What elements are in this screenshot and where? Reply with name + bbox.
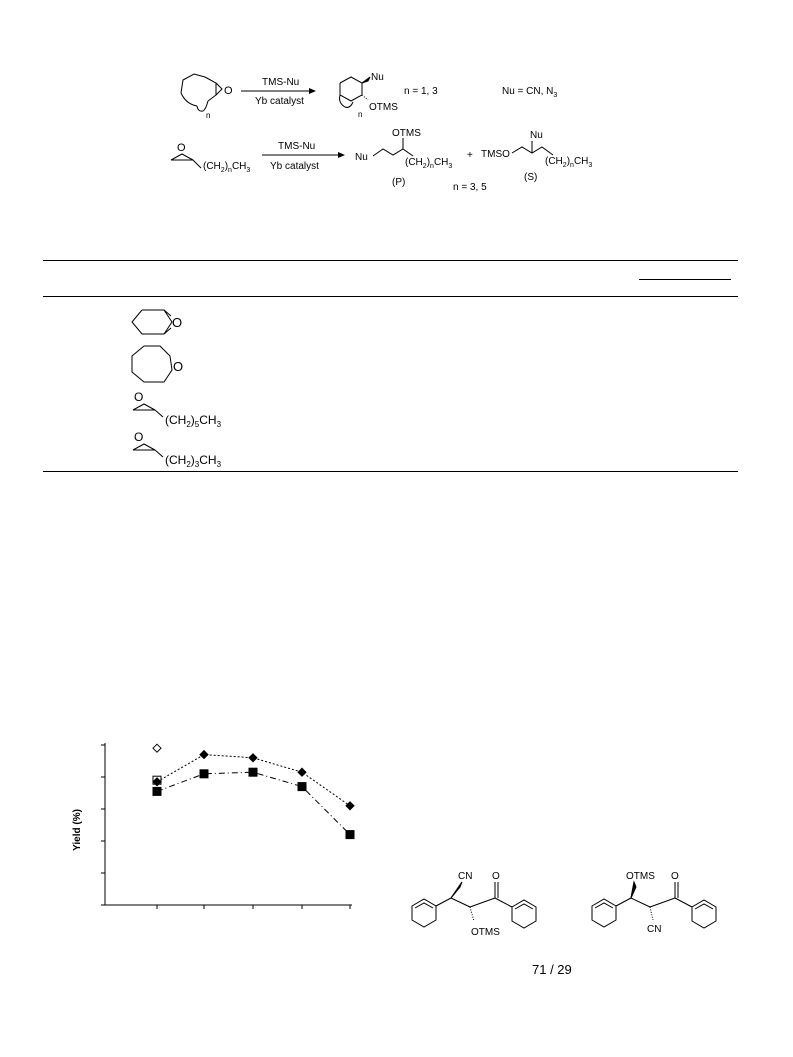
table-row — [132, 310, 182, 334]
table-row — [133, 430, 222, 469]
data-point-filled-square — [200, 770, 208, 778]
table-row — [133, 390, 222, 429]
oxygen-label: O — [134, 390, 144, 404]
oxygen-label: O — [172, 315, 183, 330]
data-point-filled-diamond — [346, 802, 354, 810]
aldol-product-structures — [400, 860, 760, 945]
page-number: 71 / 29 — [532, 962, 572, 977]
product-s-nu: Nu — [530, 130, 543, 141]
data-point-filled-square — [249, 768, 257, 776]
right-carbonyl-o: O — [671, 871, 679, 882]
reaction-scheme — [0, 50, 793, 210]
cyclic-product-structure — [340, 77, 370, 107]
primary-product-structure — [373, 138, 413, 156]
product-p-nu: Nu — [355, 152, 368, 163]
nu-definition: Nu = CN, $N_3$ — [502, 86, 558, 99]
product-p-otms: OTMS — [392, 128, 421, 139]
table-substrates — [100, 298, 280, 470]
right-structure — [592, 882, 716, 928]
epoxide-o-label: O — [224, 85, 233, 97]
series-line-3 — [157, 772, 350, 834]
chain-label: $(CH_2)_3CH_3$ — [165, 453, 222, 469]
table-top-rule — [43, 260, 738, 261]
catalyst-label-2: Yb catalyst — [270, 161, 319, 172]
product-p-label: (P) — [392, 177, 406, 188]
data-point-filled-diamond — [298, 768, 306, 776]
cyclic-epoxide-structure — [181, 74, 222, 111]
x-ticks — [157, 905, 350, 909]
data-point-filled-square — [153, 787, 161, 795]
product-ring-index: n — [358, 110, 363, 119]
product-otms-label: OTMS — [369, 102, 398, 113]
table-bottom-rule — [43, 471, 738, 472]
cyclohexene-ring — [132, 310, 172, 334]
epoxide-substituent: $(CH_2)_nCH_3$ — [203, 161, 251, 174]
data-point-open-diamond — [153, 744, 161, 752]
yield-chart — [60, 735, 370, 920]
n-values-row1: n = 1, 3 — [404, 86, 438, 97]
arrowhead-1 — [309, 88, 316, 94]
left-carbonyl-o: O — [492, 871, 500, 882]
data-point-filled-diamond — [200, 751, 208, 759]
product-nu-label: Nu — [371, 72, 384, 83]
left-otms-label: OTMS — [471, 927, 500, 938]
product-s-label: (S) — [524, 172, 538, 183]
table-header-rule — [43, 296, 738, 297]
reagent-label-1: TMS-Nu — [262, 77, 300, 88]
terminal-epoxide-structure — [171, 154, 201, 168]
plus-sign: + — [467, 150, 473, 161]
left-cn-label: CN — [458, 871, 473, 882]
catalyst-label-1: Yb catalyst — [255, 96, 304, 107]
product-s-tmso: TMSO — [481, 149, 510, 160]
ring-index-n: n — [206, 111, 211, 120]
n-values-row2: n = 3, 5 — [453, 182, 487, 193]
product-p-chain: $(CH_2)_nCH_3$ — [405, 157, 453, 170]
data-point-filled-square — [298, 783, 306, 791]
reagent-label-2: TMS-Nu — [278, 141, 316, 152]
terminal-epoxide-o: O — [177, 142, 186, 154]
series-layer — [153, 744, 354, 838]
product-s-chain: $(CH_2)_nCH_3$ — [545, 156, 593, 169]
chain-label: $(CH_2)_5CH_3$ — [165, 413, 222, 429]
epoxide-ring — [133, 404, 155, 410]
right-otms-label: OTMS — [626, 871, 655, 882]
oxygen-label: O — [173, 359, 184, 374]
left-structure — [412, 882, 536, 928]
right-cn-label: CN — [647, 924, 662, 935]
table-row — [132, 346, 183, 382]
oxygen-label: O — [134, 430, 144, 444]
y-ticks — [101, 745, 105, 905]
arrowhead-2 — [338, 152, 345, 158]
cyclooctene-ring — [132, 346, 172, 382]
y-axis-label: Yield (%) — [72, 809, 83, 851]
data-point-filled-square — [346, 831, 354, 839]
secondary-product-structure — [512, 141, 553, 155]
table-subheader-rule — [639, 279, 731, 280]
data-point-filled-diamond — [249, 754, 257, 762]
epoxide-ring — [133, 444, 155, 450]
